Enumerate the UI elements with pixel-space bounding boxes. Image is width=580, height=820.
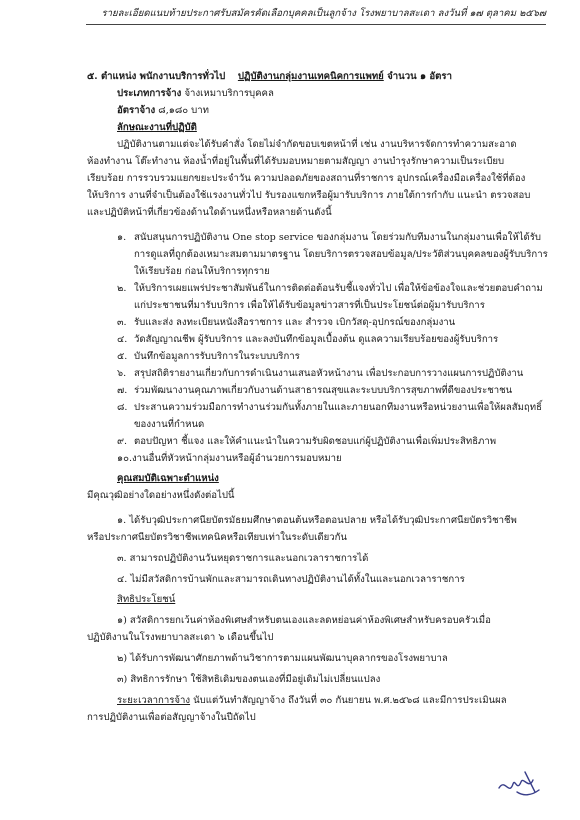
duties-intro-line: ห้องทำงาน โต๊ะทำงาน ห้องน้ำที่อยู่ในพื้นที่ได้รับมอบหมายตามสัญญา งานบำรุงรักษาความเป็นระเบียบ (87, 156, 505, 167)
duty-text: ประสานความร่วมมือการทำงานร่วมกันทั้งภายในและภายนอกทีมงานหรือหน่วยงานเพื่อให้ผลสัมฤทธิ์ (134, 402, 542, 413)
duty-text: สรุปสถิติรายงานเกี่ยวกับการดำเนินงานเสนอหัวหน้างาน เพื่อประกอบการวางแผนการปฏิบัติงาน (134, 368, 524, 379)
duty-item (117, 333, 498, 346)
employment-value: จ้างเหมาบริการบุคคล (184, 88, 274, 99)
qualifications-heading: คุณสมบัติเฉพาะตำแหน่ง (117, 473, 219, 484)
duty-text: สนับสนุนการปฏิบัติงาน One stop service ของกลุ่มงาน โดยร่วมกับทีมงานในกลุ่มงานเพื่อให้ได้รับ (134, 232, 541, 243)
duty-number: ๓. (117, 317, 127, 328)
duty-text: วัดสัญญาณชีพ ผู้รับบริการ และลงบันทึกข้อมูลเบื้องต้น ดูแลความเรียบร้อยของผู้รับบริการ (134, 334, 499, 345)
salary-row (117, 104, 209, 117)
employment-label: ประเภทการจ้าง (117, 88, 182, 99)
term-continuation: การปฏิบัติงานเพื่อต่อสัญญาจ้างในปีถัดไป (87, 712, 256, 723)
duties-heading: ลักษณะงานที่ปฏิบัติ (117, 122, 197, 133)
duty-text: บันทึกข้อมูลการรับบริการในระบบบริการ (134, 351, 300, 362)
duty-number: ๑๐. (117, 453, 132, 464)
duty-text: ตอบปัญหา ชี้แจง และให้คำแนะนำในความรับผิดชอบแก่ผู้ปฏิบัติงานเพื่อเพิ่มประสิทธิภาพ (134, 436, 497, 447)
qualifications-intro: มีคุณวุฒิอย่างใดอย่างหนึ่งดังต่อไปนี้ (87, 490, 235, 501)
term-label: ระยะเวลาการจ้าง (117, 695, 191, 706)
qualification-continuation: หรือประกาศนียบัตรวิชาชีพเทคนิคหรือเทียบเท่าในระดับเดียวกัน (87, 532, 347, 543)
duty-number: ๙. (117, 436, 128, 447)
duty-number: ๕. (117, 351, 128, 362)
salary-label: อัตราจ้าง (117, 105, 156, 116)
duty-item (117, 316, 455, 329)
duty-continuation: ให้เรียบร้อย ก่อนให้บริการทุกราย (134, 266, 270, 277)
position-unit: ปฏิบัติงานกลุ่มงานเทคนิคการแพทย์ (237, 71, 384, 82)
term-text: นับแต่วันทำสัญญาจ้าง ถึงวันที่ ๓๐ กันยายน พ.ศ.๒๕๖๘ และมีการประเมินผล (190, 695, 507, 706)
duties-intro-line: และปฏิบัติหน้าที่เกี่ยวข้องด้านใดด้านหนึ่งหรือหลายด้านดังนี้ (87, 207, 332, 218)
position-count: จำนวน ๑ อัตรา (387, 71, 452, 82)
duty-text: รับและส่ง ลงทะเบียนหนังสือราชการ และ สำรวจ เบิกวัสดุ-อุปกรณ์ของกลุ่มงาน (134, 317, 456, 328)
benefit-item: ๑) สวัสดิการยกเว้นค่าห้องพิเศษสำหรับตนเองและลดหย่อนค่าห้องพิเศษสำหรับครอบครัวเมื่อ (117, 615, 491, 626)
qualification-item: ๔. ไม่มีสวัสดิการบ้านพักและสามารถเดินทางปฏิบัติงานได้ทั้งในและนอกเวลาราชการ (117, 574, 465, 585)
benefit-continuation: ปฏิบัติงานในโรงพยาบาลสะเดา ๖ เดือนขึ้นไป (87, 632, 274, 643)
duty-item (117, 435, 496, 448)
duty-item (117, 384, 512, 397)
duty-continuation: ของงานที่กำหนด (134, 419, 205, 430)
benefits-heading: สิทธิประโยชน์ (117, 594, 176, 605)
duty-text: ให้บริการเผยแพร่ประชาสัมพันธ์ในการติดต่อต้อนรับชี้แจงทั่วไป เพื่อให้ข้อข้องใจและช่วยตอบคำถาม (134, 283, 543, 294)
qualification-item: ๑. ได้รับวุฒิประกาศนียบัตรมัธยมศึกษาตอนต้นหรือตอนปลาย หรือได้รับวุฒิประกาศนียบัตรวิชาชีพ (117, 515, 517, 526)
duty-number: ๖. (117, 368, 127, 379)
salary-value: ๘,๑๘๐ บาท (158, 105, 209, 116)
duty-item (117, 231, 541, 244)
duties-intro-line: ปฏิบัติงานตามแต่จะได้รับคำสั่ง โดยไม่จำกัดขอบเขตหน้าที่ เช่น งานบริหารจัดการทำความสะอาด (117, 139, 517, 150)
duty-text: งานอื่นที่หัวหน้ากลุ่มงานหรือผู้อำนวยการมอบหมาย (132, 453, 342, 464)
duty-continuation: การดูแลที่ถูกต้องเหมาะสมตามมาตรฐาน โดยบริการตรวจสอบข้อมูล/ประวัติส่วนบุคคลของผู้รับบริการ (134, 249, 548, 260)
position-title (87, 70, 452, 83)
duty-number: ๗. (117, 385, 128, 396)
duty-text: ร่วมพัฒนางานคุณภาพเกี่ยวกับงานด้านสาธารณสุขและระบบบริการสุขภาพที่ดีของประชาชน (134, 385, 513, 396)
benefit-item: ๒) ได้รับการพัฒนาศักยภาพด้านวิชาการตามแผนพัฒนาบุคลากรของโรงพยาบาล (117, 653, 448, 664)
duties-intro-line: เรียบร้อย การรวบรวมแยกขยะประจำวัน ความปลอดภัยของสถานที่ราชการ อุปกรณ์เครื่องมือเครื่องใช้ที่ต้อง (87, 173, 526, 184)
duty-item (117, 350, 300, 363)
duty-number: ๑. (117, 232, 127, 243)
benefit-item: ๓) สิทธิการรักษา ใช้สิทธิเดิมของตนเองที่มีอยู่เดิมไม่เปลี่ยนแปลง (117, 674, 381, 685)
page-header: รายละเอียดแนบท้ายประกาศรับสมัครคัดเลือกบุคคลเป็นลูกจ้าง โรงพยาบาลสะเดา ลงวันที่ ๑๗ ตุลาคม ๒๕๖๗ (86, 6, 546, 25)
duty-item (117, 452, 342, 465)
duty-number: ๘. (117, 402, 128, 413)
duty-number: ๒. (117, 283, 127, 294)
duty-continuation: แก่ประชาชนที่มารับบริการ เพื่อให้ได้รับข้อมูลข่าวสารที่เป็นประโยชน์ต่อผู้มารับบริการ (134, 300, 485, 311)
signature-mark (495, 766, 543, 800)
employment-type (117, 87, 274, 100)
duties-intro-line: ให้บริการ งานที่จำเป็นต้องใช้แรงงานทั่วไป รับรองแขกหรือผู้มารับบริการ ภายใต้การกำกับ แนะนำ ตรวจสอบ (87, 190, 531, 201)
duty-item (117, 282, 543, 295)
qualification-item: ๓. สามารถปฏิบัติงานวันหยุดราชการและนอกเวลาราชการได้ (117, 553, 369, 564)
employment-term (117, 694, 507, 707)
duty-item (117, 367, 523, 380)
duty-item (117, 401, 542, 414)
position-number: ๕. ตำแหน่ง พนักงานบริการทั่วไป (87, 71, 226, 82)
duty-number: ๔. (117, 334, 128, 345)
